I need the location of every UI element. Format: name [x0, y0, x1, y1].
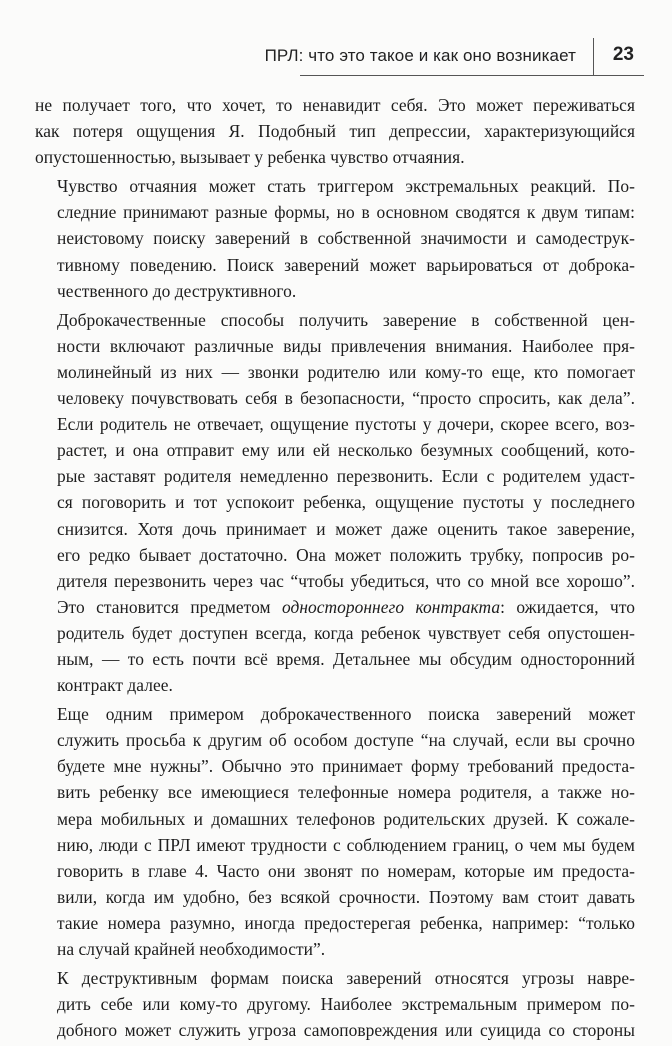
text-line: вить ребенку все имеющиеся телефонные номера родителя, а также но- — [57, 782, 635, 803]
text-line: дить себе или кому-то другому. Наиболее экстремальным примером по- — [57, 994, 635, 1015]
text-line: ности включают различные виды привлечения внимания. Наиболее пря- — [57, 335, 635, 356]
text-line: будете мне нужны”. Обычно это принимает форму требований предоста- — [57, 756, 635, 777]
text-line: растет, и она отправит ему или ей несколько безумных сообщений, кото- — [57, 440, 635, 461]
body-text — [35, 92, 635, 1046]
text-line: служить просьба к другим об особом доступе “на случай, если вы срочно — [57, 730, 635, 751]
text-line: дителя перезвонить через час “чтобы убедиться, что со мной все хорошо”. — [57, 570, 635, 591]
text-line: добного может служить угроза самоповреждения или суицида со стороны — [57, 1020, 635, 1041]
text-line: Еще одним примером доброкачественного поиска заверений может — [57, 704, 635, 725]
paragraph — [35, 701, 635, 962]
text-line: молинейный из них — звонки родителю или кому-то еще, кто помогает — [57, 361, 635, 382]
text-line: Чувство отчаяния может стать триггером экстремальных реакций. По- — [57, 176, 635, 197]
text-line: К деструктивным формам поиска заверений относятся угрозы навре- — [57, 968, 635, 989]
text-line: опустошенностью, вызывает у ребенка чувство отчаяния. — [35, 147, 465, 168]
text-line: его редко бывает достаточно. Она может положить трубку, попросив ро- — [57, 544, 635, 565]
text-line: на случай крайней необходимости”. — [57, 939, 326, 959]
text-line: как потеря ощущения Я. Подобный тип депрессии, характеризующийся — [35, 121, 635, 142]
running-title: ПРЛ: что это такое и как оно возникает — [264, 46, 576, 65]
text-run: Это становится предметом — [57, 596, 282, 617]
text-line: рые заставят родителя немедленно перезвонить. Если с родителем удаст- — [57, 466, 635, 487]
text-line: Если родитель не отвечает, ощущение пустоты у дочери, скорее всего, воз- — [57, 414, 635, 435]
paragraph — [35, 173, 635, 303]
paragraph — [35, 307, 635, 698]
text-line: человеку почувствовать себя в безопасности, “просто спросить, как дела”. — [57, 388, 635, 409]
paragraph — [35, 92, 635, 170]
text-line: мера мобильных и домашних телефонов родительских друзей. К сожале- — [57, 808, 635, 829]
text-line: нию, люди с ПРЛ имеют трудности с соблюдением границ, о чем мы будем — [57, 834, 635, 855]
text-line — [35, 594, 635, 620]
text-line: Доброкачественные способы получить заверение в собственной цен- — [57, 309, 635, 330]
text-line: снизится. Хотя дочь принимает и может даже оценить такое заверение, — [57, 518, 635, 539]
text-line: не получает того, что хочет, то ненавидит себя. Это может переживаться — [35, 95, 635, 115]
paragraph — [35, 965, 635, 1043]
text-line: ся поговорить и тот успокоит ребенка, ощущение пустоты у последнего — [57, 492, 635, 513]
text-line: говорить в главе 4. Часто они звонят по номерам, которые им предоста- — [57, 860, 635, 881]
text-line: контракт далее. — [57, 675, 173, 696]
text-run: : ожидается, что — [500, 596, 635, 617]
text-line: следние принимают разные формы, но в основном сводятся к двум типам: — [57, 202, 635, 223]
header-divider — [593, 38, 594, 75]
page-header — [0, 40, 672, 80]
text-line: ным, — то есть почти всё время. Детальнее мы обсудим односторонний — [57, 648, 635, 669]
page-number: 23 — [612, 44, 634, 65]
header-rule — [300, 75, 644, 76]
text-line: вили, когда им удобно, без всякой срочности. Поэтому вам стоит давать — [57, 886, 635, 907]
text-line: родитель будет доступен всегда, когда ребенок чувствует себя опустошен- — [57, 622, 635, 643]
text-line: чественного до деструктивного. — [57, 280, 297, 301]
emphasized-term: одностороннего контракта — [281, 596, 501, 617]
text-line: такие номера разумно, иногда предостерегая ребенка, например: “только — [57, 912, 635, 933]
text-line: тивному поведению. Поиск заверений может варьироваться от доброка- — [57, 254, 635, 275]
text-line: неистовому поиску заверений в собственной значимости и самодеструк- — [57, 228, 635, 249]
